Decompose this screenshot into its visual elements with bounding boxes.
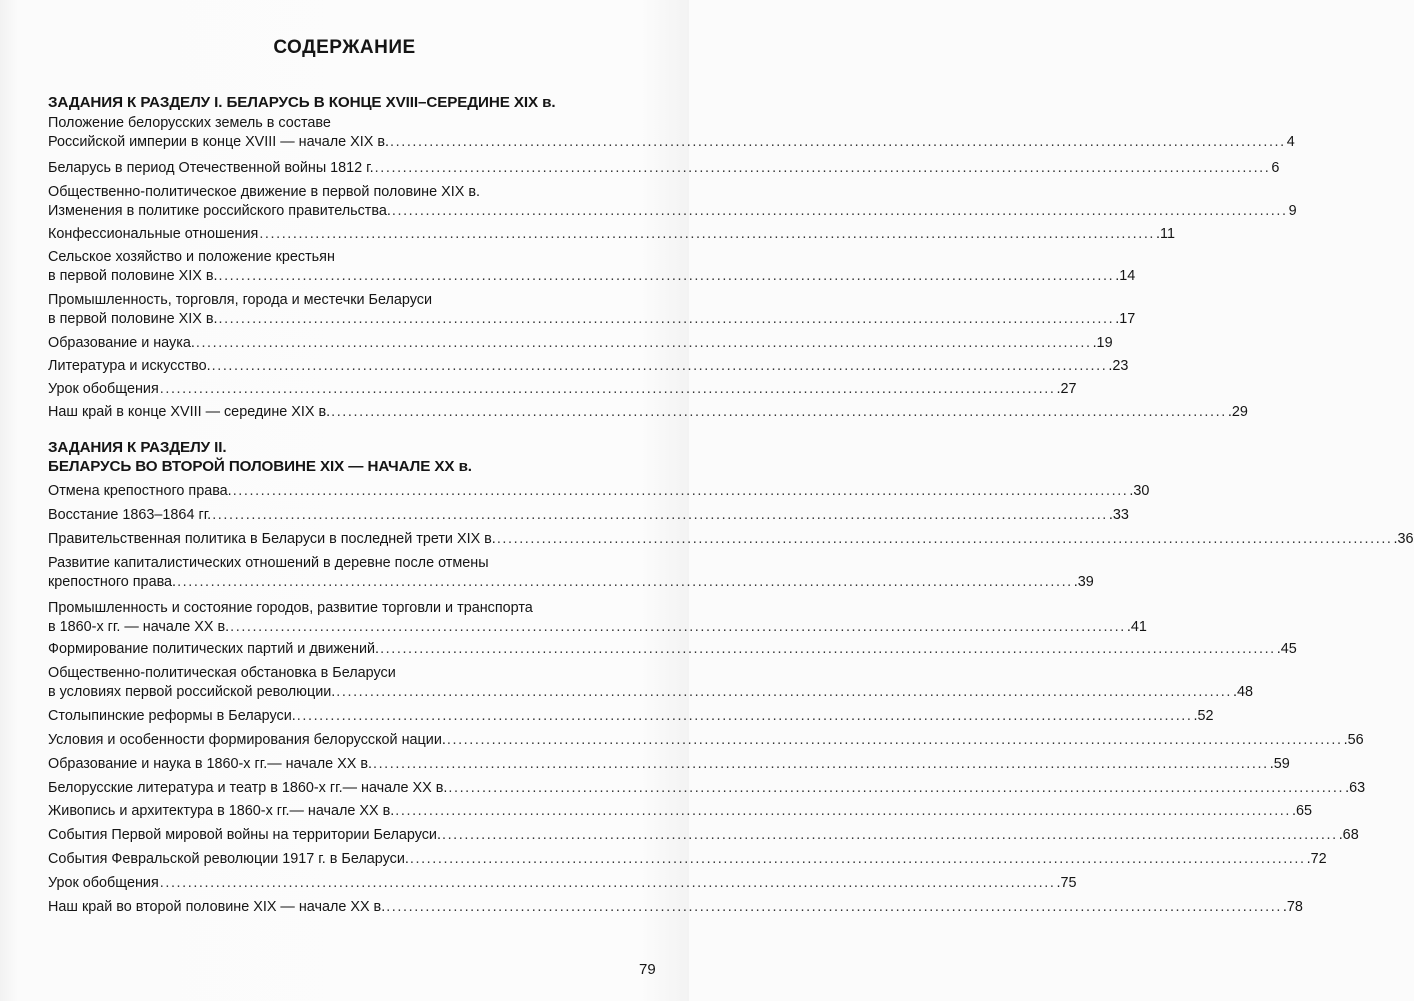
toc-entry[interactable]: [48, 755, 1290, 774]
toc-entry-page: .63: [1345, 780, 1366, 796]
toc-entry[interactable]: [48, 114, 1295, 152]
toc-entry-row: [48, 334, 1113, 353]
toc-entry-text: Положение белорусских земель в составе: [48, 115, 331, 131]
toc-entry[interactable]: [48, 334, 1113, 353]
toc-entry-text: Сельское хозяйство и положение крестьян: [48, 249, 335, 265]
toc-entry[interactable]: [48, 530, 1414, 549]
toc-entry-page: 9: [1288, 203, 1297, 219]
toc-entry-text: в условиях первой российской революции.: [48, 684, 336, 700]
toc-entry[interactable]: [48, 640, 1297, 659]
toc-entry-row: [48, 850, 1327, 869]
toc-entry-page: .48: [1233, 684, 1254, 700]
toc-entry[interactable]: [48, 554, 1094, 592]
toc-entry-page: .30: [1129, 483, 1150, 499]
dot-leader: ................................................................................................................................................................: [395, 803, 1291, 819]
toc-entry-page: .52: [1193, 708, 1214, 724]
toc-entry-text: События Первой мировой войны на территории Беларуси.: [48, 827, 441, 843]
toc-entry-text: Конфессиональные отношения: [48, 226, 259, 242]
toc-entry-row: [48, 707, 1214, 726]
dot-leader: ................................................................................................................................................................: [218, 268, 1115, 284]
toc-entry-row: [48, 779, 1366, 798]
toc-entry-page: .59: [1269, 756, 1290, 772]
toc-entry-text: Белорусские литература и театр в 1860-х гг.— начале XX в.: [48, 780, 448, 796]
toc-entry-page: .11: [1156, 226, 1175, 242]
toc-entry-row: [48, 506, 1129, 525]
toc-entry-text: Наш край в конце XVIII — середине XIX в.: [48, 404, 331, 420]
toc-entry-text: Изменения в политике российского правительства.: [48, 203, 391, 219]
dot-leader: ................................................................................................................................................................: [259, 226, 1156, 242]
toc-entry[interactable]: [48, 403, 1248, 422]
dot-leader: ................................................................................................................................................................: [496, 531, 1393, 547]
toc-entry-text: Образование и наука.: [48, 335, 195, 351]
toc-entry-text: Живопись и архитектура в 1860-х гг.— начале XX в.: [48, 803, 395, 819]
toc-entry-row: [48, 530, 1414, 549]
dot-leader: ................................................................................................................................................................: [331, 404, 1227, 420]
toc-entry[interactable]: [48, 380, 1077, 399]
toc-entry-page: .41: [1126, 619, 1147, 635]
dot-leader: ................................................................................................................................................................: [218, 311, 1115, 327]
toc-entry-page: .65: [1292, 803, 1313, 819]
toc-entry-text: Условия и особенности формирования белорусской нации.: [48, 732, 446, 748]
toc-entry-text: Восстание 1863–1864 гг.: [48, 507, 212, 523]
section-1-heading: [48, 93, 658, 112]
toc-entry-page: .23: [1108, 358, 1129, 374]
toc-entry-text: Российской империи в конце XVIII — начале XIX в.: [48, 134, 390, 150]
toc-entry-text: в 1860-х гг. — начале XX в.: [48, 619, 230, 635]
toc-entry[interactable]: [48, 506, 1129, 525]
toc-entry-row: [48, 133, 1295, 152]
page-number: 79: [639, 961, 656, 978]
toc-entry-page: 4: [1286, 134, 1295, 150]
toc-entry-row: [48, 731, 1364, 750]
toc-entry[interactable]: [48, 802, 1313, 821]
toc-entry-text: крепостного права.: [48, 574, 177, 590]
toc-entry[interactable]: [48, 599, 1147, 637]
toc-entry-page: .14: [1115, 268, 1136, 284]
toc-entry-row: [48, 618, 1147, 637]
toc-entry-row: [48, 310, 1136, 329]
dot-leader: ................................................................................................................................................................: [232, 483, 1129, 499]
toc-entry-text: Правительственная политика в Беларуси в последней трети XIX в.: [48, 531, 496, 547]
toc-entry[interactable]: [48, 898, 1303, 917]
dot-leader: ................................................................................................................................................................: [446, 732, 1343, 748]
toc-entry[interactable]: [48, 850, 1327, 869]
toc-entry-row: [48, 755, 1290, 774]
toc-entry-page: .78: [1282, 899, 1303, 915]
toc-entry-text: Формирование политических партий и движений.: [48, 641, 380, 657]
toc-entry-text: Литература и искусство.: [48, 358, 211, 374]
toc-entry[interactable]: [48, 248, 1136, 286]
section-2-heading-line2: БЕЛАРУСЬ ВО ВТОРОЙ ПОЛОВИНЕ XIX — НАЧАЛЕ XX в.: [48, 458, 472, 475]
toc-entry-page: .45: [1276, 641, 1297, 657]
toc-entry[interactable]: [48, 826, 1359, 845]
toc-entry[interactable]: [48, 731, 1364, 750]
dot-leader: ................................................................................................................................................................: [409, 851, 1306, 867]
toc-entry-page: .33: [1108, 507, 1129, 523]
toc-entry[interactable]: [48, 225, 1175, 244]
toc-entry-row: [48, 874, 1077, 893]
toc-entry-row: [48, 802, 1313, 821]
dot-leader: ................................................................................................................................................................: [372, 756, 1269, 772]
toc-entry-row: [48, 403, 1248, 422]
toc-entry-text: в первой половине XIX в.: [48, 268, 218, 284]
dot-leader: ................................................................................................................................................................: [390, 134, 1286, 150]
toc-entry-text: в первой половине XIX в.: [48, 311, 218, 327]
toc-entry-text: Наш край во второй половине XIX — начале XX в.: [48, 899, 386, 915]
toc-entry-page: 6: [1271, 160, 1280, 176]
toc-entry-text: Образование и наука в 1860-х гг.— начале XX в.: [48, 756, 372, 772]
dot-leader: ................................................................................................................................................................: [212, 507, 1108, 523]
toc-entry[interactable]: [48, 707, 1214, 726]
toc-entry-page: .75: [1056, 875, 1077, 891]
toc-entry-text: Промышленность, торговля, города и местечки Беларуси: [48, 292, 432, 308]
section-2-heading: [48, 438, 658, 476]
dot-leader: ................................................................................................................................................................: [211, 358, 1108, 374]
toc-entry[interactable]: [48, 357, 1129, 376]
toc-entry-row: [48, 380, 1077, 399]
dot-leader: ................................................................................................................................................................: [380, 641, 1276, 657]
toc-entry-text: Промышленность и состояние городов, развитие торговли и транспорта: [48, 600, 533, 616]
toc-entry-page: .72: [1306, 851, 1327, 867]
toc-entry-row: [48, 202, 1297, 221]
toc-entry-text: Урок обобщения: [48, 381, 159, 397]
toc-entry-row: [48, 683, 1254, 702]
toc-entry-text: Отмена крепостного права.: [48, 483, 232, 499]
dot-leader: ................................................................................................................................................................: [391, 203, 1288, 219]
toc-entry-page: .36: [1393, 531, 1414, 547]
toc-entry-page: .17: [1115, 311, 1136, 327]
toc-entry-row: [48, 898, 1303, 917]
toc-entry-text: Развитие капиталистических отношений в деревне после отмены: [48, 555, 489, 571]
toc-entry-text: Общественно-политическая обстановка в Беларуси: [48, 665, 396, 681]
toc-entry-page: .29: [1227, 404, 1248, 420]
dot-leader: ................................................................................................................................................................: [448, 780, 1345, 796]
toc-entry-text: События Февральской революции 1917 г. в Беларуси.: [48, 851, 409, 867]
toc-entry-row: [48, 267, 1136, 286]
toc-entry-row: [48, 159, 1280, 178]
dot-leader: ................................................................................................................................................................: [230, 619, 1126, 635]
toc-entry-text: Общественно-политическое движение в первой половине XIX в.: [48, 184, 480, 200]
page-title: СОДЕРЖАНИЕ: [273, 37, 416, 58]
dot-leader: ................................................................................................................................................................: [296, 708, 1193, 724]
toc-entry-page: .19: [1092, 335, 1113, 351]
toc-entry[interactable]: [48, 482, 1150, 501]
toc-entry-text: Столыпинские реформы в Беларуси.: [48, 708, 296, 724]
dot-leader: ................................................................................................................................................................: [159, 381, 1056, 397]
dot-leader: ................................................................................................................................................................: [441, 827, 1338, 843]
toc-entry-text: Беларусь в период Отечественной войны 1812 г.: [48, 160, 374, 176]
toc-entry-page: .68: [1338, 827, 1359, 843]
toc-entry-row: [48, 482, 1150, 501]
dot-leader: ................................................................................................................................................................: [159, 875, 1056, 891]
toc-entry-row: [48, 225, 1175, 244]
toc-entry-text: Урок обобщения: [48, 875, 159, 891]
toc-entry-page: .56: [1343, 732, 1364, 748]
section-1-heading-text: ЗАДАНИЯ К РАЗДЕЛУ I. БЕЛАРУСЬ В КОНЦЕ XVIII–СЕРЕДИНЕ XIX в.: [48, 94, 556, 111]
toc-entry-page: .27: [1056, 381, 1077, 397]
dot-leader: ................................................................................................................................................................: [195, 335, 1092, 351]
dot-leader: ................................................................................................................................................................: [374, 160, 1271, 176]
dot-leader: ................................................................................................................................................................: [386, 899, 1282, 915]
toc-entry-page: .39: [1073, 574, 1094, 590]
section-2-heading-line1: ЗАДАНИЯ К РАЗДЕЛУ II.: [48, 439, 227, 456]
toc-entry[interactable]: [48, 664, 1254, 702]
toc-entry[interactable]: [48, 183, 1297, 221]
toc-entry-row: [48, 640, 1297, 659]
toc-entry-row: [48, 357, 1129, 376]
toc-entry[interactable]: [48, 159, 1280, 178]
toc-entry[interactable]: [48, 874, 1077, 893]
dot-leader: ................................................................................................................................................................: [336, 684, 1232, 700]
toc-entry[interactable]: [48, 291, 1136, 329]
toc-entry[interactable]: [48, 779, 1366, 798]
toc-entry-row: [48, 826, 1359, 845]
toc-entry-row: [48, 573, 1094, 592]
dot-leader: ................................................................................................................................................................: [177, 574, 1073, 590]
